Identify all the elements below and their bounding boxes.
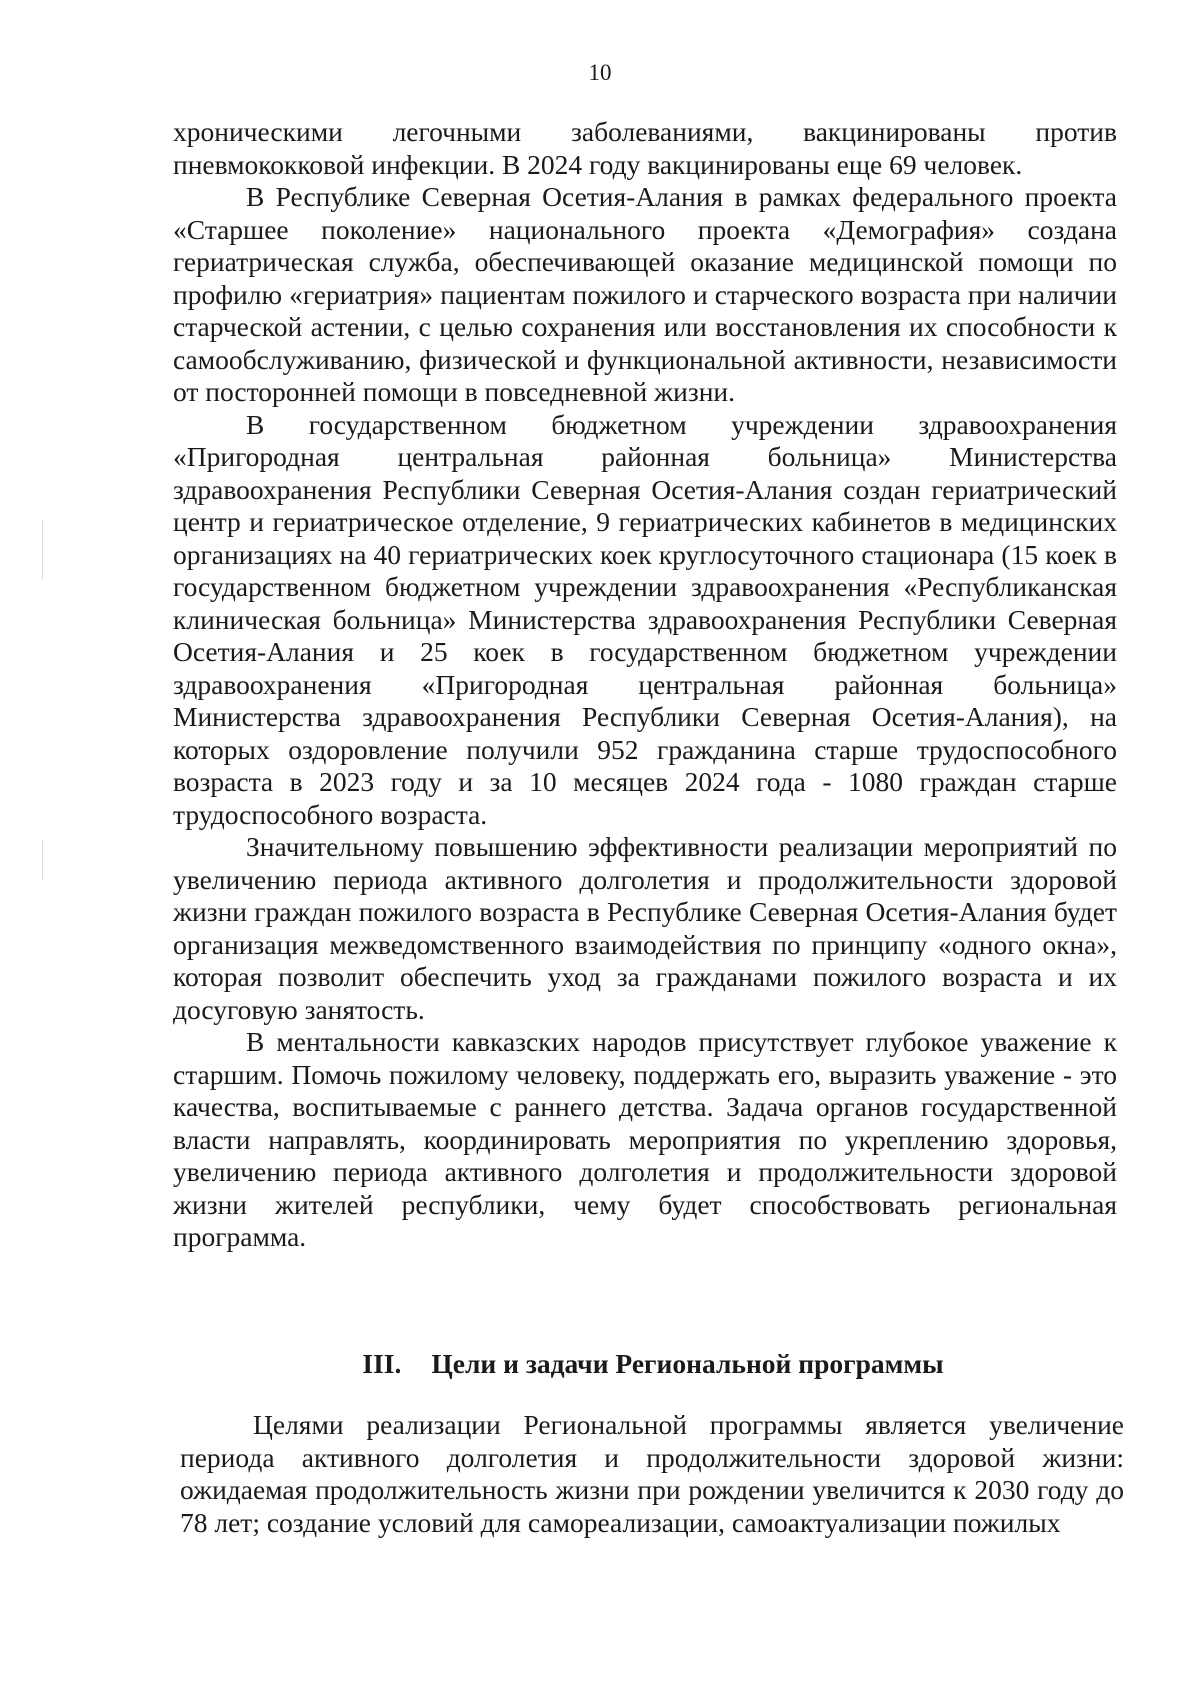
paragraph-geriatric-center: В государственном бюджетном учреждении здравоохранения «Пригородная центральная районная больница» Министерства здравоохранения Республики Северная Осетия-Алания создан гериатрический центр и гериатрическое отделение, 9 гериатрических кабинетов в медицинских организациях на 40 гериатрических коек круглосуточного стационара (15 коек в государственном бюджетном учреждении здравоохранения «Республиканская клиническая больница» Министерства здравоохранения Республики Северная Осетия-Алания и 25 коек в государственном бюджетном учреждении здравоохранения «Пригородная центральная районная больница» Министерства здравоохранения Республики Северная Осетия-Алания), на которых оздоровление получили 952 гражданина старше трудоспособного возраста в 2023 году и за 10 месяцев 2024 года - 1080 граждан старше трудоспособного возраста.: [173, 408, 1117, 830]
paragraph-continuation: хроническими легочными заболеваниями, вакцинированы против пневмококковой инфекции. В 2024 году вакцинированы еще 69 человек.: [173, 116, 1117, 180]
scan-margin-mark: [42, 840, 43, 880]
goals-section-body: [180, 1409, 1124, 1539]
section-heading: [173, 1347, 1133, 1381]
section-number: III.: [362, 1348, 402, 1379]
paragraph-geriatric-service: В Республике Северная Осетия-Алания в рамках федерального проекта «Старшее поколение» национального проекта «Демография» создана гериатрическая служба, обеспечивающей оказание медицинской помощи по профилю «гериатрия» пациентам пожилого и старческого возраста при наличии старческой астении, с целью сохранения или восстановления их способности к самообслуживанию, физической и функциональной активности, независимости от посторонней помощи в повседневной жизни.: [173, 181, 1117, 407]
paragraph-goals: Целями реализации Региональной программы является увеличение периода активного долголетия и продолжительности здоровой жизни: ожидаемая продолжительность жизни при рождении увеличится к 2030 году до 78 лет; создание условий для самореализации, самоактуализации пожилых: [180, 1409, 1124, 1538]
document-body: [173, 116, 1117, 1254]
paragraph-caucasian-mentality: В ментальности кавказских народов присутствует глубокое уважение к старшим. Помочь пожилому человеку, поддержать его, выразить уважение - это качества, воспитываемые с раннего детства. Задача органов государственной власти направлять, координировать мероприятия по укреплению здоровья, увеличению периода активного долголетия и продолжительности здоровой жизни жителей республики, чему будет способствовать региональная программа.: [173, 1026, 1117, 1252]
page-number: 10: [588, 60, 612, 85]
section-title: Цели и задачи Региональной программы: [431, 1348, 944, 1379]
paragraph-one-window: Значительному повышению эффективности реализации мероприятий по увеличению периода активного долголетия и продолжительности здоровой жизни граждан пожилого возраста в Республике Северная Осетия-Алания будет организация межведомственного взаимодействия по принципу «одного окна», которая позволит обеспечить уход за гражданами пожилого возраста и их досуговую занятость.: [173, 831, 1117, 1025]
scan-margin-mark: [42, 520, 43, 580]
